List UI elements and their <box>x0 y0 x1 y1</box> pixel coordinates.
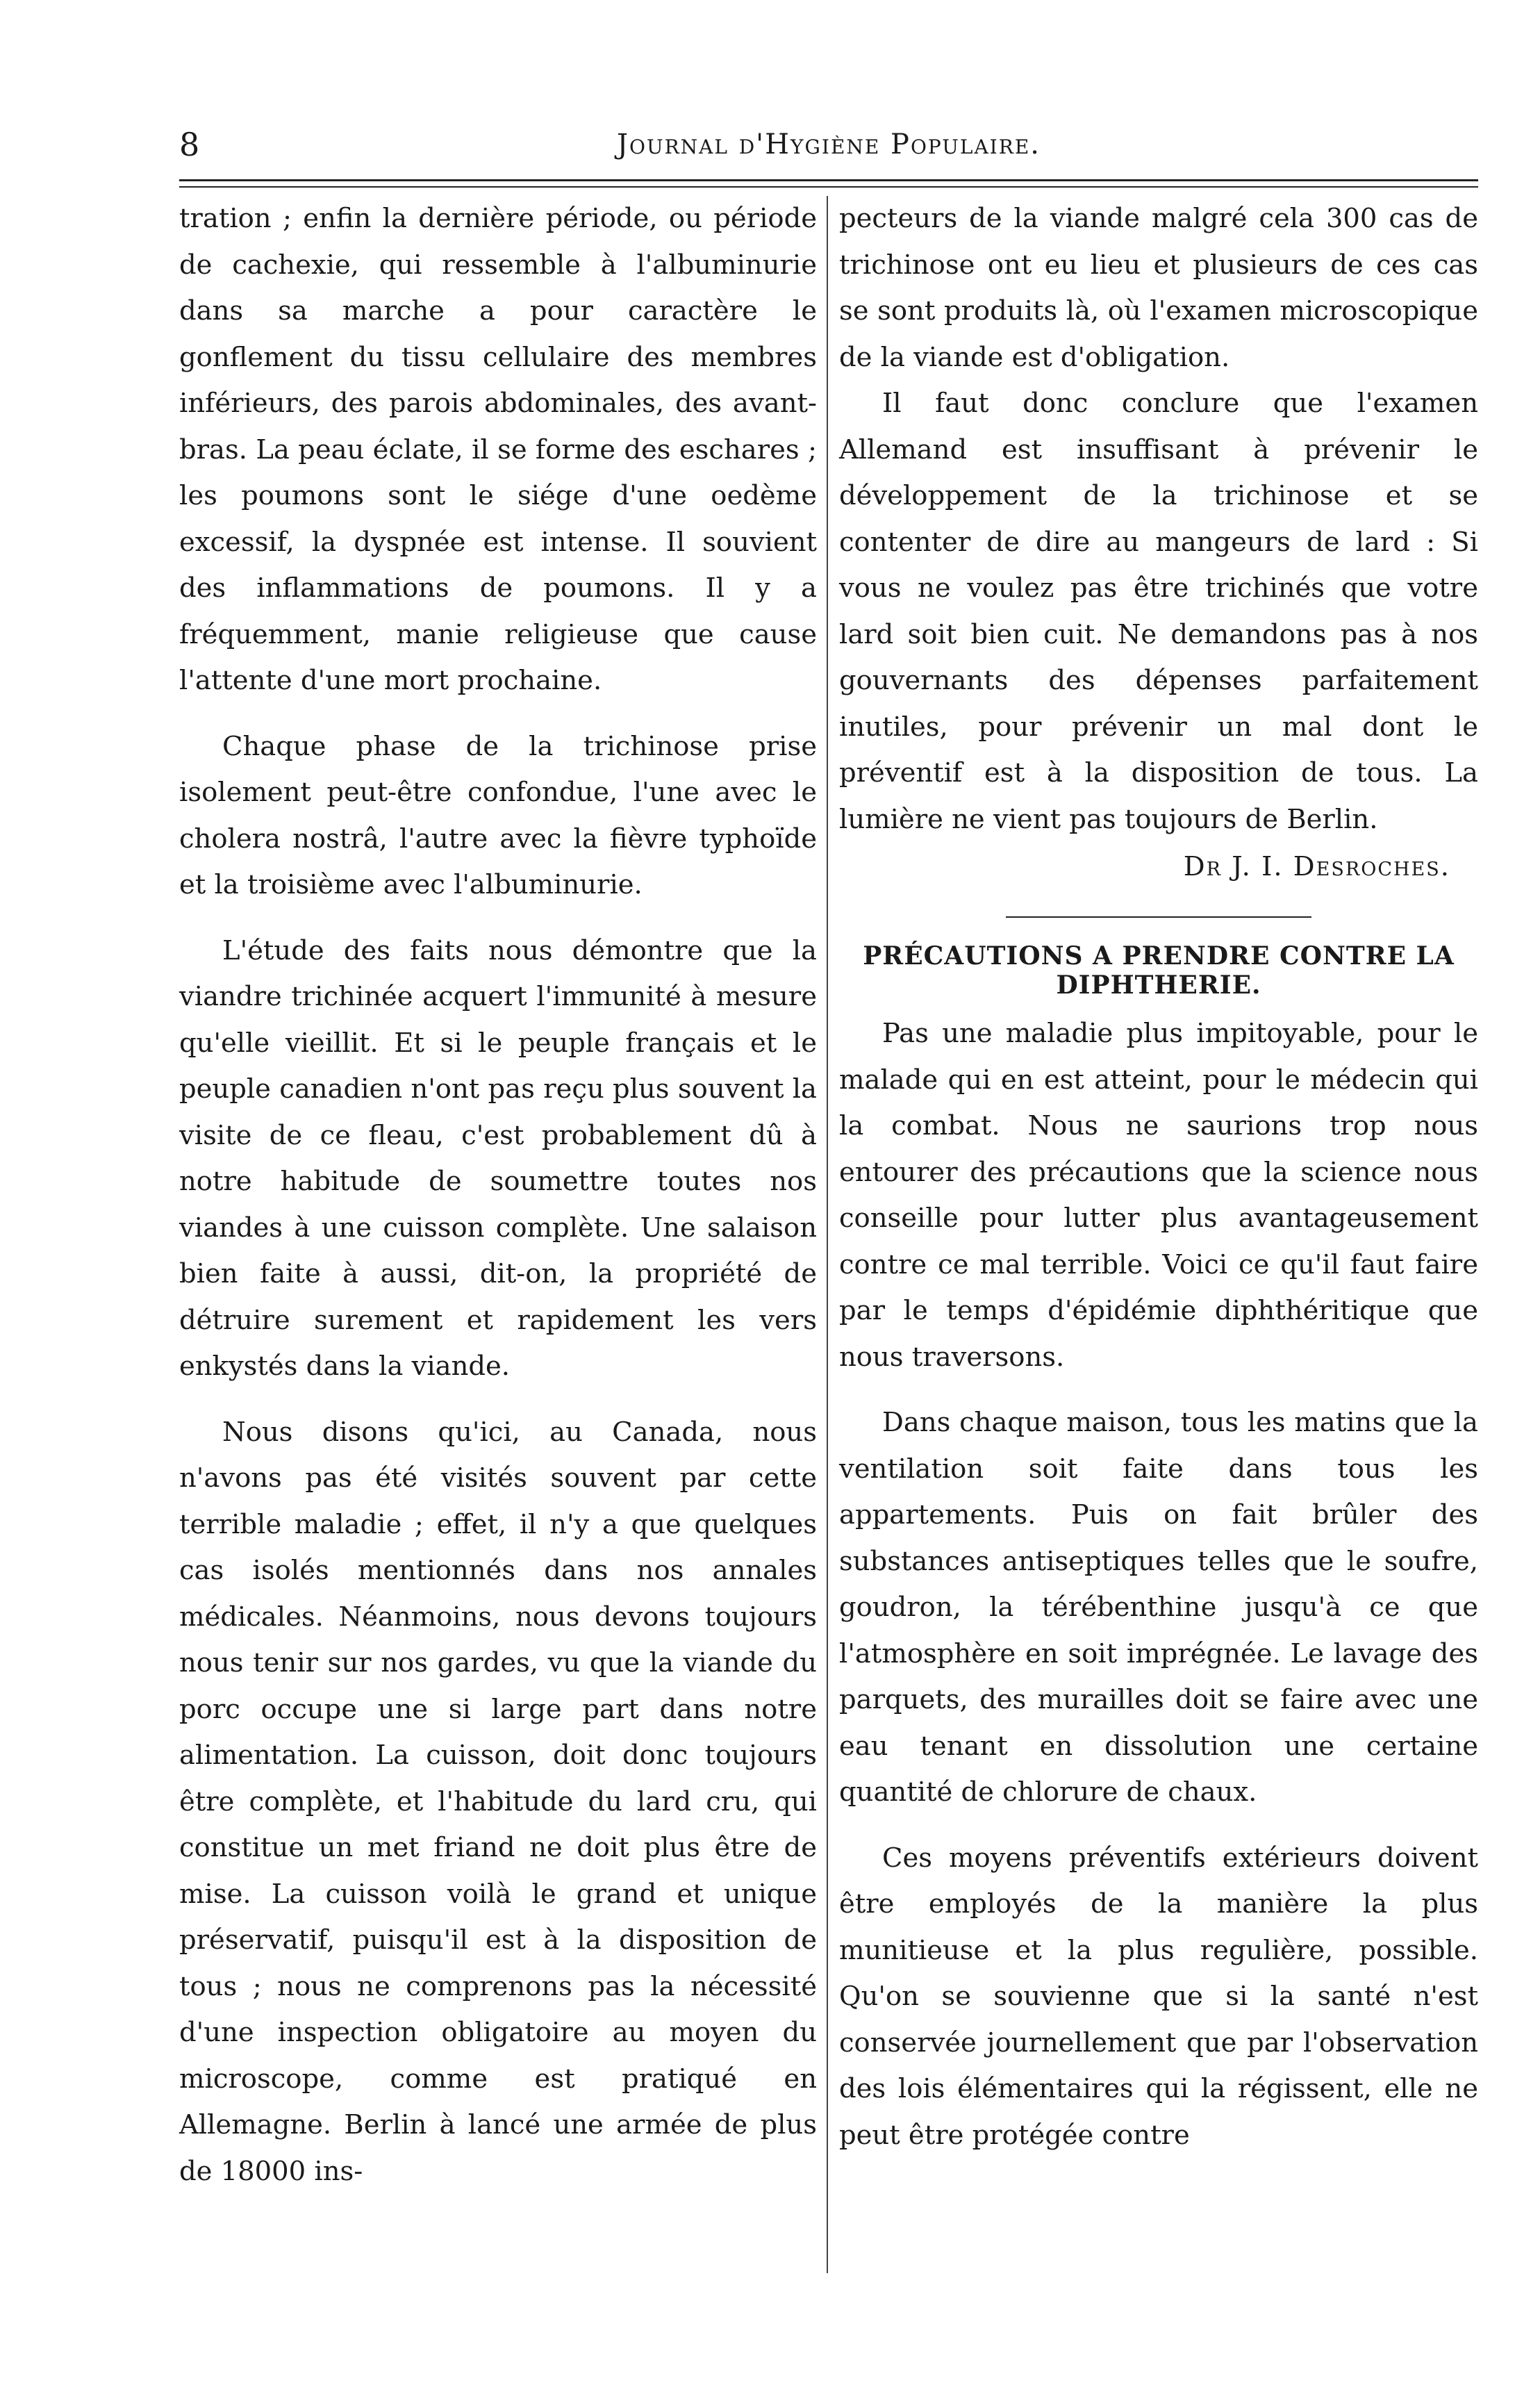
section-title-line: DIPHTHERIE. <box>1056 971 1261 1000</box>
section-separator-rule <box>1006 916 1311 918</box>
header-rule-secondary <box>179 186 1478 188</box>
paragraph: Chaque phase de la trichinose prise isolement peut-être confondue, l'une avec le cholera nostrâ, l'autre avec la fièvre typhoïde et la troisième avec l'albuminurie. <box>179 730 817 900</box>
paragraph: L'étude des faits nous démontre que la viandre trichinée acquert l'immunité à mesure qu'elle vieillit. Et si le peuple français et le peuple canadien n'ont pas reçu plus souvent la visite de ce fleau, c'est probablement dû à notre habitude de soumettre toutes nos viandes à une cuisson complète. Une salaison bien faite à aussi, dit-on, la propriété de détruire surement et rapidement les vers enkystés dans la viande. <box>179 934 817 1382</box>
left-column <box>179 196 817 2195</box>
page-number: 8 <box>179 126 200 163</box>
paragraph: Dans chaque maison, tous les matins que la ventilation soit faite dans tous les appartements. Puis on fait brûler des substances antiseptiques telles que le soufre, goudron, la térébenthine jusqu'à ce que l'atmosphère en soit imprégnée. Le lavage des parquets, des murailles doit se faire avec une eau tenant en dissolution une certaine quantité de chlorure de chaux. <box>839 1407 1478 1808</box>
page-header <box>179 124 1478 172</box>
paragraph: Nous disons qu'ici, au Canada, nous n'avons pas été visités souvent par cette terrible maladie ; effet, il n'y a que quelques cas isolés mentionnés dans nos annales médicales. Néanmoins, nous devons toujours nous tenir sur nos gardes, vu que la viande du porc occupe une si large part dans notre alimentation. La cuisson, doit donc toujours être complète, et l'habitude du lard cru, qui constitue un met friand ne doit plus être de mise. La cuisson voilà le grand et unique préservatif, puisqu'il est à la disposition de tous ; nous ne comprenons pas la nécessité d'une inspection obligatoire au moyen du microscope, comme est pratiqué en Allemagne. Berlin à lancé une armée de plus de 18000 ins- <box>179 1416 817 2187</box>
header-rule <box>179 179 1478 181</box>
right-column <box>839 196 1478 2159</box>
section-title-line: PRÉCAUTIONS A PRENDRE CONTRE LA <box>863 941 1455 971</box>
running-title: Journal d'Hygiène Populaire. <box>617 129 1041 160</box>
column-divider <box>827 196 828 2273</box>
paragraph: Pas une maladie plus impitoyable, pour le malade qui en est atteint, pour le médecin qui la combat. Nous ne saurions trop nous entourer des précautions que la science nous conseille pour lutter plus avantageusement contre ce mal terrible. Voici ce qu'il faut faire par le temps d'épidémie diphthéritique que nous traversons. <box>839 1018 1478 1373</box>
paragraph: pecteurs de la viande malgré cela 300 cas de trichinose ont eu lieu et plusieurs de ces cas se sont produits là, où l'examen microscopique de la viande est d'obligation. <box>839 203 1478 373</box>
paragraph: tration ; enfin la dernière période, ou période de cachexie, qui ressemble à l'albuminurie dans sa marche a pour caractère le gonflement du tissu cellulaire des membres inférieurs, des parois abdominales, des avant-bras. La peau éclate, il se forme des eschares ; les poumons sont le siége d'une oedème excessif, la dyspnée est intense. Il souvient des inflammations de poumons. Il y a fréquemment, manie religieuse que cause l'attente d'une mort prochaine. <box>179 203 817 696</box>
paragraph: Il faut donc conclure que l'examen Allemand est insuffisant à prévenir le développement de la trichinose et se contenter de dire au mangeurs de lard : Si vous ne voulez pas être trichinés que votre lard soit bien cuit. Ne demandons pas à nos gouvernants des dépenses parfaitement inutiles, pour prévenir un mal dont le préventif est à la disposition de tous. La lumière ne vient pas toujours de Berlin. <box>839 388 1478 835</box>
author-signature: Dr J. I. Desroches. <box>1183 851 1450 882</box>
section-title <box>839 941 1478 1000</box>
paragraph: Ces moyens préventifs extérieurs doivent être employés de la manière la plus munitieuse et la plus regulière, possible. Qu'on se souvienne que si la santé n'est conservée journellement que par l'observation des lois élémentaires qui la régissent, elle ne peut être protégée contre <box>839 1842 1478 2151</box>
